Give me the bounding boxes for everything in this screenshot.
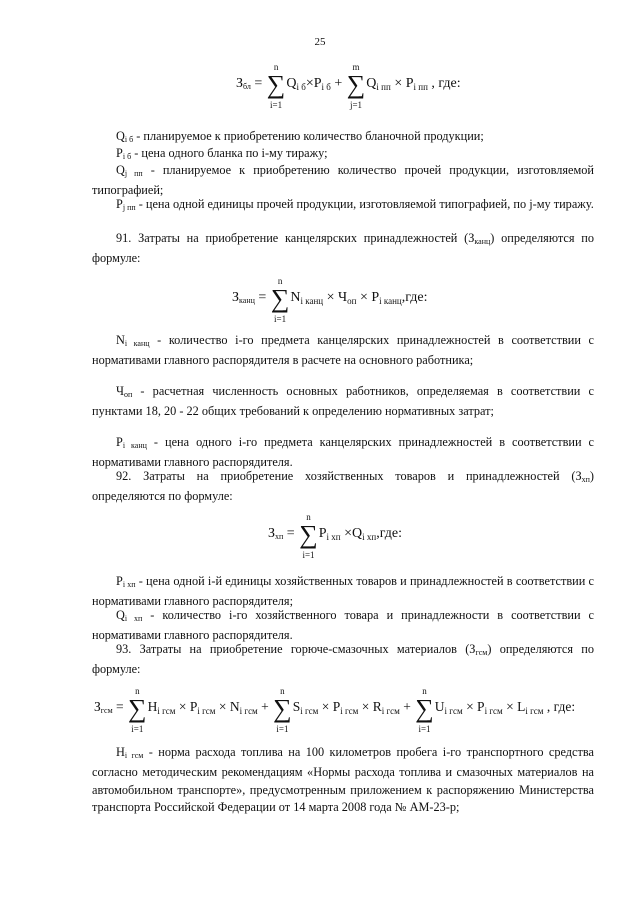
definition-q-ib: $Q_{i б}$ - планируемое к приобретению количество бланочной продукции; — [116, 129, 484, 144]
formula-fuel: $З_{гсм}$ = ∑ n i=1 $H_{i гсм} \times P_{i гсм} \times N_{i гсм}$ + ∑ n i=1 $S_{i гсм} \times P_{i гсм} \times R_{i гсм}$ + ∑ n i=1 $U_{i гсм} \times P_{i гсм} \times L_{i гсм}$ , где: — [94, 686, 576, 734]
paragraph-93: 93. Затраты на приобретение горюче-смазочных материалов $(З_{гсм})$ определяются по формуле: — [92, 642, 594, 677]
definition-n-icanc: $N_{i канц}$ - количество i-го предмета канцелярских принадлежностей в соответствии с нормативами главного распорядителя в расчете на основного работника; — [92, 333, 594, 368]
definition-q-jpp: $Q_{j пп}$ - планируемое к приобретению количество прочей продукции, изготовляемой типографией; — [92, 163, 594, 198]
formula-stationery: $З_{канц}$ = ∑ n i=1 $N_{i канц} \times Ч_{оп} \times P_{i канц},где$: — [232, 276, 428, 324]
paragraph-92: 92. Затраты на приобретение хозяйственных товаров и принадлежностей $(З_{хп})$ определяются по формуле: — [92, 469, 594, 504]
definition-p-ib: $P_{i б}$ - цена одного бланка по i-му тиражу; — [116, 146, 328, 161]
formula-household: $З_{хп}$ = ∑ n i=1 $P_{i хп} \times Q_{i хп},где$: — [268, 512, 402, 560]
definition-h-igsm: $H_{i гсм}$ - норма расхода топлива на 100 километров пробега i-го транспортного средства согласно методическим рекомендациям «Нормы расхода топлива и смазочных материалов на автомобильном транспорте», предусмотренным приложением к распоряжению Министерства транспорта Российской Федерации от 14 марта 2008 года № АМ-23-р; — [92, 745, 594, 814]
formula-blank-products: $З_{бл}$ = ∑ n i=1 $Q_{i б}\times P_{i б}$ + ∑ m j=1 $Q_{i пп} \times P_{i пп}$ , где: — [236, 62, 461, 110]
definition-ch-op: $Ч_{оп}$ - расчетная численность основных работников, определяемая в соответствии с пунктами 18, 20 - 22 общих требований к определению нормативных затрат; — [92, 384, 594, 419]
paragraph-91: 91. Затраты на приобретение канцелярских принадлежностей $(З_{канц})$ определяются по формуле: — [92, 231, 594, 266]
definition-p-ixp: $P_{i хп}$ - цена одной i-й единицы хозяйственных товаров и принадлежностей в соответствии с нормативами главного распорядителя; — [92, 574, 594, 609]
definition-q-ixp: $Q_{i хп}$ - количество i-го хозяйственного товара и принадлежности в соответствии с нормативами главного распорядителя. — [92, 608, 594, 643]
definition-p-icanc: $P_{i канц}$ - цена одного i-го предмета канцелярских принадлежностей в соответствии с нормативами главного распорядителя. — [92, 435, 595, 470]
page-number: 25 — [314, 36, 326, 48]
definition-p-jpp: $P_{j пп}$ - цена одной единицы прочей продукции, изготовляемой типографией, по j-му тиражу. — [116, 197, 594, 212]
